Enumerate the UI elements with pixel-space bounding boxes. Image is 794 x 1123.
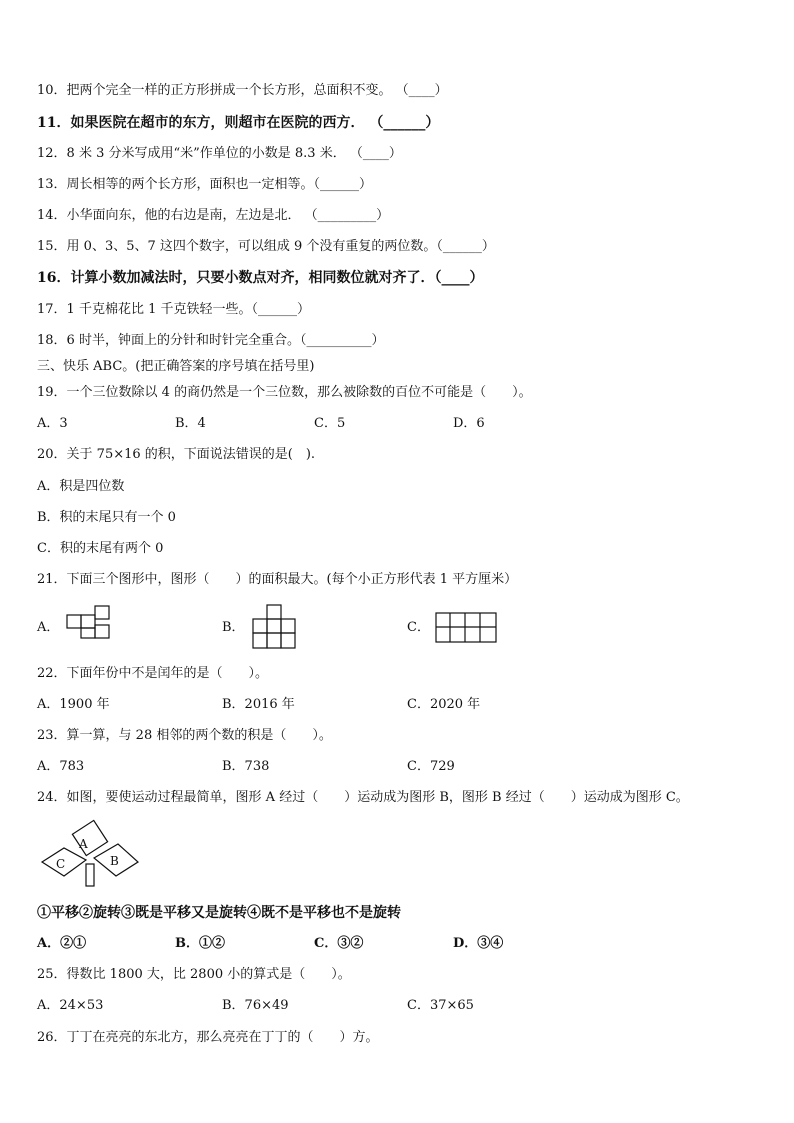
q20-option-c: C．积的末尾有两个 0 bbox=[37, 541, 164, 556]
question-11: 11．如果医院在超市的东方，则超市在医院的西方． （______） bbox=[37, 115, 440, 131]
q20-option-a: A．积是四位数 bbox=[37, 479, 125, 494]
q24-option-b: B．①② bbox=[175, 936, 225, 951]
question-23: 23．算一算，与 28 相邻的两个数的积是（ ）。 bbox=[37, 728, 332, 743]
question-13: 13．周长相等的两个长方形，面积也一定相等。（______） bbox=[37, 177, 373, 192]
q21-option-b: B． bbox=[222, 620, 245, 635]
q21-option-a: A． bbox=[37, 620, 60, 635]
q24-label-c: C bbox=[56, 857, 66, 871]
q21-figure-a bbox=[66, 605, 112, 639]
q23-option-b: B．738 bbox=[222, 759, 270, 774]
q22-option-c: C．2020 年 bbox=[407, 697, 481, 712]
q21-figure-c bbox=[435, 612, 497, 644]
q24-option-d: D．③④ bbox=[453, 936, 504, 951]
q21-figure-b bbox=[252, 604, 298, 650]
q19-option-d: D．6 bbox=[453, 416, 485, 431]
q21-option-c: C． bbox=[407, 620, 430, 635]
question-15: 15．用 0、3、5、7 这四个数字，可以组成 9 个没有重复的两位数。（______） bbox=[37, 239, 495, 254]
question-25: 25．得数比 1800 大，比 2800 小的算式是（ ）。 bbox=[37, 967, 351, 982]
q24-option-a: A．②① bbox=[37, 936, 87, 951]
question-18: 18．6 时半，钟面上的分针和时针完全重合。（__________） bbox=[37, 333, 385, 348]
question-14: 14．小华面向东，他的右边是南，左边是北． （_________） bbox=[37, 208, 390, 223]
q24-label-b: B bbox=[110, 854, 119, 868]
question-12: 12．8 米 3 分米写成用“米”作单位的小数是 8.3 米． （____） bbox=[37, 146, 402, 161]
question-22: 22．下面年份中不是闰年的是（ ）。 bbox=[37, 666, 269, 681]
q25-option-a: A．24×53 bbox=[37, 998, 104, 1013]
q24-label-a: A bbox=[79, 837, 88, 851]
question-26: 26．丁丁在亮亮的东北方，那么亮亮在丁丁的（ ）方。 bbox=[37, 1030, 379, 1045]
question-10: 10．把两个完全一样的正方形拼成一个长方形，总面积不变。 （____） bbox=[37, 83, 448, 98]
question-20: 20．关于 75×16 的积，下面说法错误的是( ). bbox=[37, 447, 316, 462]
question-19: 19．一个三位数除以 4 的商仍然是一个三位数，那么被除数的百位不可能是（ ）。 bbox=[37, 385, 532, 400]
q22-option-a: A．1900 年 bbox=[37, 697, 110, 712]
q19-option-c: C．5 bbox=[314, 416, 346, 431]
q23-option-c: C．729 bbox=[407, 759, 455, 774]
q24-option-c: C．③② bbox=[314, 936, 364, 951]
question-24: 24．如图，要使运动过程最简单，图形 A 经过（ ）运动成为图形 B，图形 B 经过（ ）运动成为图形 C。 bbox=[37, 790, 689, 805]
question-21: 21．下面三个图形中，图形（ ）的面积最大。(每个小正方形代表 1 平方厘米） bbox=[37, 572, 518, 587]
q19-option-a: A．3 bbox=[37, 416, 68, 431]
q19-option-b: B．4 bbox=[175, 416, 206, 431]
q22-option-b: B．2016 年 bbox=[222, 697, 295, 712]
q25-option-c: C．37×65 bbox=[407, 998, 474, 1013]
question-16: 16．计算小数加减法时，只要小数点对齐，相同数位就对齐了．（____） bbox=[37, 270, 484, 286]
section-title: 三、快乐 ABC。(把正确答案的序号填在括号里) bbox=[37, 359, 315, 374]
q25-option-b: B．76×49 bbox=[222, 998, 289, 1013]
q24-choices-line: ①平移②旋转③既是平移又是旋转④既不是平移也不是旋转 bbox=[37, 905, 401, 921]
question-17: 17．1 千克棉花比 1 千克铁轻一些。（______） bbox=[37, 302, 310, 317]
q20-option-b: B．积的末尾只有一个 0 bbox=[37, 510, 176, 525]
q23-option-a: A．783 bbox=[37, 759, 85, 774]
q24-figure bbox=[38, 818, 142, 890]
